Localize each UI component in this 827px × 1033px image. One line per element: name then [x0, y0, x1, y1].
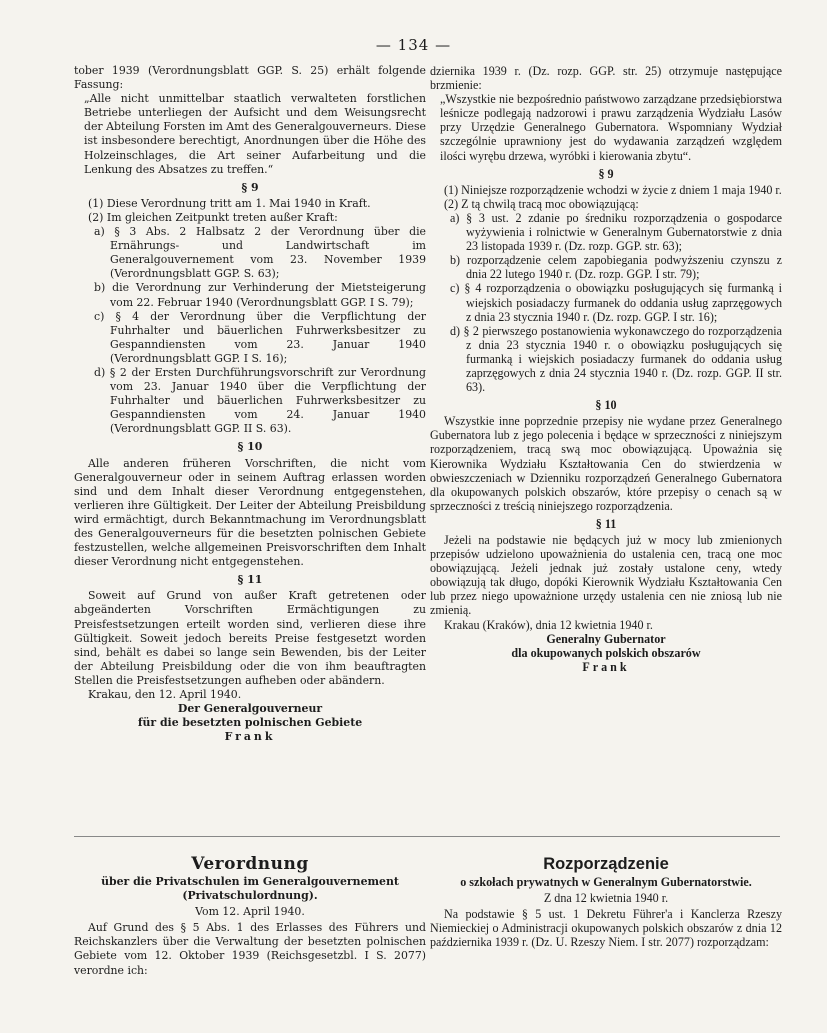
page-number: — 134 — — [375, 36, 452, 54]
ordinance-subtitle: über die Privatschulen im Generalgouvernement (Privatschulordnung). — [101, 875, 399, 903]
paragraph: (2) Z tą chwilą tracą moc obowiązującą: — [444, 196, 639, 211]
polish-ordinance — [430, 853, 782, 949]
list-item: d) § 2 pierwszego postanowienia wykonawczego do rozporządzenia z dnia 23 stycznia 1940 r. o obowiązku posługujących się furmanką i wiejskich posiadaczy furmanek do oddania usług zaprzęgowych z dnia 24 stycznia 1940 r. (Dz. rozp. GGP. II str. 63). — [450, 323, 782, 395]
section-heading: § 11 — [595, 516, 617, 531]
paragraph: Jeżeli na podstawie nie będących już w mocy lub zmienionych przepisów udzielono upoważnienia do ustalenia cen, tracą one moc obowiązującą. Jeżeli jednak już zostały ustalone ceny, wtedy obowiązują tak długo, dopóki Kierownik Wydziału Kształtowania Cen lub przez niego upoważnione urzędy ustalenia cen nie zniosą lub nie zmienią. — [430, 533, 782, 618]
ordinance-title: Rozporządzenie — [543, 855, 669, 873]
paragraph: (2) Im gleichen Zeitpunkt treten außer Kraft: — [88, 210, 338, 224]
section-heading: § 9 — [598, 166, 614, 181]
intro-text: dziernika 1939 r. (Dz. rozp. GGP. str. 25) otrzymuje następujące brzmienie: — [430, 64, 782, 93]
paragraph: Soweit auf Grund von außer Kraft getretenen oder abgeänderten Vorschriften Ermächtigungen zu Preisfestsetzungen erteilt worden sind, verlieren diese ihre Gültigkeit. Soweit jedoch bereits Preise festgesetzt worden sind, behält es dabei so lange sein Bewenden, bis der Leiter der Abteilung Preisbildung oder die von ihm beauftragten Stellen die Preisfestsetzungen aufheben oder abändern. — [74, 589, 426, 687]
ordinance-title: Verordnung — [191, 854, 309, 874]
section-heading: § 10 — [237, 440, 263, 454]
quoted-provision: „Alle nicht unmittelbar staatlich verwalteten forstlichen Betriebe unterliegen der Aufsicht und dem Weisungsrecht der Abteilung Forsten im Amt des Generalgouverneurs. Diese ist insbesondere berechtigt, Anordnungen über die Höhe des Holzeinschlages, die Art seiner Aufarbeitung und die Lenkung des Absatzes zu treffen.“ — [84, 92, 426, 176]
ordinance-date: Vom 12. April 1940. — [195, 905, 305, 919]
ordinance-subtitle: o szkołach prywatnych w Generalnym Gubernatorstwie. — [460, 875, 752, 889]
paragraph: Auf Grund des § 5 Abs. 1 des Erlasses des Führers und Reichskanzlers über die Verwaltung der besetzten polnischen Gebiete vom 12. Oktober 1939 (Reichsgesetzbl. I S. 2077) verordne ich: — [74, 921, 426, 977]
paragraph: (1) Diese Verordnung tritt am 1. Mai 1940 in Kraft. — [88, 196, 371, 210]
german-ordinance — [74, 853, 426, 978]
intro-text: tober 1939 (Verordnungsblatt GGP. S. 25) erhält folgende Fassung: — [74, 64, 426, 92]
paragraph: (1) Niniejsze rozporządzenie wchodzi w życie z dniem 1 maja 1940 r. — [444, 182, 782, 197]
list-item: a) § 3 ust. 2 zdanie po średniku rozporządzenia o gospodarce wyżywienia i rolnictwie w Generalnym Gubernatorstwie z dnia 23 listopada 1939 r. (Dz. rozp. GGP. str. 63); — [450, 210, 782, 254]
list-item: a) § 3 Abs. 2 Halbsatz 2 der Verordnung über die Ernährungs- und Landwirtschaft im Generalgouvernement vom 23. November 1939 (Verordnungsblatt GGP. S. 63); — [94, 225, 426, 281]
list-item: b) rozporządzenie celem zapobiegania podwyższeniu czynszu z dnia 22 lutego 1940 r. (Dz. rozp. GGP. I str. 79); — [450, 253, 782, 282]
german-column — [74, 64, 426, 744]
signature-name: Frank — [582, 659, 630, 674]
paragraph: Alle anderen früheren Vorschriften, die nicht vom Generalgouverneur oder in seinem Auftrag erlassen worden sind und dem Inhalt dieser Verordnung entgegenstehen, verlieren ihre Gültigkeit. Der Leiter der Abteilung Preisbildung wird ermächtigt, durch Bekanntmachung im Verordnungsblatt des Generalgouverneurs für die besetzten polnischen Gebiete festzustellen, welche allgemeinen Preisvorschriften dem Inhalt dieser Verordnung nicht entgegenstehen. — [74, 456, 426, 569]
section-divider — [74, 836, 780, 837]
list-item: c) § 4 rozporządzenia o obowiązku posługujących się furmanką i wiejskich posiadaczy furmanek do oddania usług zaprzęgowych z dnia 23 stycznia 1940 r. (Dz. rozp. GGP. I str. 16); — [450, 281, 782, 324]
signature-name: Frank — [224, 730, 276, 744]
signature-line: für die besetzten polnischen Gebiete — [137, 716, 363, 730]
list-item: c) § 4 der Verordnung über die Verpflichtung der Fuhrhalter und bäuerlichen Fuhrwerksbesitzer zu Gespanndiensten vom 23. Januar 1940 (Verordnungsblatt GGP. I S. 16); — [94, 309, 426, 365]
section-heading: § 9 — [241, 180, 259, 194]
list-item: b) die Verordnung zur Verhinderung der Mietsteigerung vom 22. Februar 1940 (Verordnungsblatt GGP. I S. 79); — [94, 281, 426, 309]
signature-line: Der Generalgouverneur — [177, 702, 323, 716]
place-date: Krakau (Kraków), dnia 12 kwietnia 1940 r. — [444, 617, 653, 632]
section-heading: § 10 — [595, 398, 617, 413]
quoted-provision: „Wszystkie nie bezpośrednio państwowo zarządzane przedsiębiorstwa leśnicze podlegają nadzorowi i prawu zarządzenia Wydziału Lasów przy Urzędzie Generalnego Gubernatora. Wspomniany Wydział szczególnie uprawniony jest do wydawania zarządzeń względem ilości wyrębu drzewa, wyróbki i kierowania zbytu“. — [440, 92, 782, 163]
signature-line: dla okupowanych polskich obszarów — [511, 645, 701, 660]
signature-line: Generalny Gubernator — [546, 631, 666, 646]
paragraph: Wszystkie inne poprzednie przepisy nie wydane przez Generalnego Gubernatora lub z jego polecenia i będące w sprzeczności z niniejszym rozporządzeniem, tracą swą moc obowiązującą. Upoważnia się Kierownika Wydziału Kształtowania Cen do stwierdzenia w obwieszczeniach w Dzienniku rozporządzeń Generalnego Gubernatora dla okupowanych polskich obszarów, które przepisy o cenach są w sprzeczności z treścią niniejszego rozporządzenia. — [430, 414, 782, 513]
paragraph: Na podstawie § 5 ust. 1 Dekretu Führer'a i Kanclerza Rzeszy Niemieckiej o Administracji okupowanych polskich obszarów z dnia 12 października 1939 r. (Dz. U. Rzeszy Niem. I str. 2077) rozporządzam: — [430, 907, 782, 950]
polish-column — [430, 64, 782, 674]
list-item: d) § 2 der Ersten Durchführungsvorschrift zur Verordnung vom 23. Januar 1940 über die Verpflichtung der Fuhrhalter und bäuerlichen Fuhrwerksbesitzer zu Gespanndiensten vom 24. Januar 1940 (Verordnungsblatt GGP. II S. 63). — [94, 365, 426, 436]
ordinance-date: Z dna 12 kwietnia 1940 r. — [543, 891, 669, 906]
place-date: Krakau, den 12. April 1940. — [88, 688, 242, 702]
section-heading: § 11 — [237, 573, 263, 587]
